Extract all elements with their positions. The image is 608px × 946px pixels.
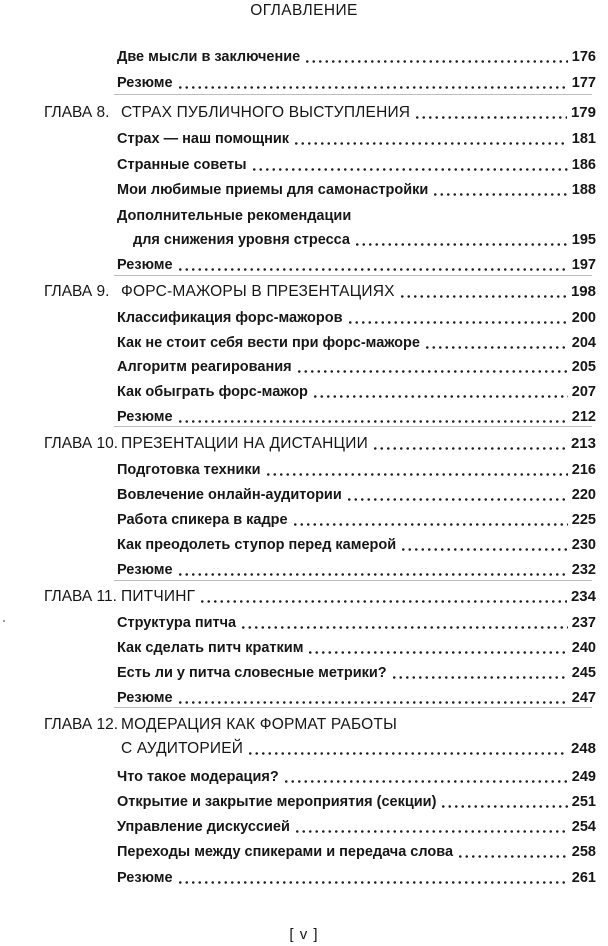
dot-leader bbox=[372, 447, 567, 450]
chapter-title: ФОРС-МАЖОРЫ В ПРЕЗЕНТАЦИЯХ bbox=[121, 283, 395, 300]
page-header: ОГЛАВЛЕНИЕ bbox=[250, 2, 358, 19]
toc-entry bbox=[0, 153, 608, 177]
toc-entry bbox=[0, 228, 608, 252]
dot-leader bbox=[296, 370, 568, 373]
toc-entry bbox=[0, 508, 608, 532]
page-number: 258 bbox=[571, 844, 596, 860]
dot-leader bbox=[294, 830, 568, 833]
section-divider bbox=[114, 94, 592, 95]
dot-leader bbox=[432, 193, 568, 196]
page-number: 181 bbox=[571, 131, 596, 147]
page-number: 232 bbox=[571, 562, 596, 578]
dot-leader bbox=[307, 651, 568, 654]
dot-leader bbox=[414, 116, 567, 119]
entry-title: Открытие и закрытие мероприятия (секции) bbox=[117, 794, 437, 810]
entry-title: Классификация форс-мажоров bbox=[117, 310, 343, 326]
chapter-label: ГЛАВА 11. bbox=[44, 588, 117, 605]
dot-leader bbox=[440, 805, 568, 808]
page-number: 237 bbox=[571, 615, 596, 631]
page-number-footer: [ v ] bbox=[289, 926, 319, 943]
chapter-title: МОДЕРАЦИЯ КАК ФОРМАТ РАБОТЫ bbox=[121, 716, 398, 733]
toc-entry bbox=[0, 306, 608, 330]
dot-leader bbox=[177, 701, 568, 704]
entry-title: Подготовка техники bbox=[117, 462, 261, 478]
toc-entry bbox=[0, 558, 608, 582]
toc-entry bbox=[0, 71, 608, 95]
dot-leader bbox=[312, 395, 568, 398]
entry-title: Что такое модерация? bbox=[117, 769, 279, 785]
chapter-title: СТРАХ ПУБЛИЧНОГО ВЫСТУПЛЕНИЯ bbox=[121, 104, 411, 121]
dot-leader bbox=[347, 321, 568, 324]
entry-title: Дополнительные рекомендации bbox=[117, 208, 352, 224]
page-number: 234 bbox=[570, 588, 596, 605]
entry-title: Как обыграть форс-мажор bbox=[117, 384, 308, 400]
dot-leader bbox=[457, 855, 568, 858]
page-number: 225 bbox=[571, 512, 596, 528]
chapter-row bbox=[0, 101, 608, 125]
dot-leader bbox=[400, 548, 568, 551]
page-number: 198 bbox=[570, 283, 596, 300]
page-number: 248 bbox=[570, 740, 596, 757]
toc-entry bbox=[0, 331, 608, 355]
page-number: 207 bbox=[571, 384, 596, 400]
dot-leader bbox=[251, 168, 568, 171]
toc-entry bbox=[0, 790, 608, 814]
entry-title: Резюме bbox=[117, 257, 173, 273]
entry-title: Резюме bbox=[117, 870, 173, 886]
entry-title: Две мысли в заключение bbox=[117, 49, 301, 65]
toc-entry bbox=[0, 253, 608, 277]
entry-title: Странные советы bbox=[117, 157, 247, 173]
dot-leader bbox=[304, 60, 568, 63]
dot-leader bbox=[177, 268, 568, 271]
section-divider bbox=[114, 580, 592, 581]
dot-leader bbox=[283, 780, 568, 783]
page-number: 216 bbox=[571, 462, 596, 478]
page-number: 177 bbox=[571, 75, 596, 91]
chapter-row bbox=[0, 280, 608, 304]
chapter-row bbox=[0, 737, 608, 761]
entry-title: Структура питча bbox=[117, 615, 237, 631]
toc-entry bbox=[0, 127, 608, 151]
entry-title: Работа спикера в кадре bbox=[117, 512, 288, 528]
page-number: 179 bbox=[570, 104, 596, 121]
chapter-title: ПРЕЗЕНТАЦИИ НА ДИСТАНЦИИ bbox=[121, 435, 368, 452]
chapter-label: ГЛАВА 8. bbox=[44, 104, 110, 121]
dot-leader bbox=[199, 600, 567, 603]
toc-entry bbox=[0, 204, 608, 228]
page-number: 261 bbox=[571, 870, 596, 886]
section-divider bbox=[114, 275, 592, 276]
chapter-title: ПИТЧИНГ bbox=[121, 588, 196, 605]
toc-entry bbox=[0, 178, 608, 202]
entry-title: Резюме bbox=[117, 562, 173, 578]
page-number: 176 bbox=[571, 49, 596, 65]
entry-title: Мои любимые приемы для самонастройки bbox=[117, 182, 429, 198]
entry-title: Есть ли у питча словесные метрики? bbox=[117, 665, 387, 681]
entry-title: Переходы между спикерами и передача слова bbox=[117, 844, 454, 860]
toc-entry bbox=[0, 661, 608, 685]
chapter-label: ГЛАВА 12. bbox=[44, 716, 119, 733]
toc-entry bbox=[0, 636, 608, 660]
chapter-row bbox=[0, 713, 608, 737]
entry-title: Вовлечение онлайн-аудитории bbox=[117, 487, 342, 503]
dot-leader bbox=[399, 295, 567, 298]
toc-entry bbox=[0, 815, 608, 839]
page-number: 213 bbox=[570, 435, 596, 452]
page-number: 205 bbox=[571, 359, 596, 375]
entry-title: Страх — наш помощник bbox=[117, 131, 290, 147]
entry-title: Управление дискуссией bbox=[117, 819, 290, 835]
page-number: 200 bbox=[571, 310, 596, 326]
dot-leader bbox=[240, 626, 568, 629]
entry-title: Как сделать питч кратким bbox=[117, 640, 304, 656]
dot-leader bbox=[346, 498, 568, 501]
dot-leader bbox=[293, 142, 568, 145]
scan-speck bbox=[3, 620, 5, 622]
page-number: 240 bbox=[571, 640, 596, 656]
toc-entry bbox=[0, 866, 608, 890]
entry-title: Резюме bbox=[117, 690, 173, 706]
chapter-label: ГЛАВА 9. bbox=[44, 283, 110, 300]
dot-leader bbox=[177, 420, 568, 423]
page-number: 251 bbox=[571, 794, 596, 810]
dot-leader bbox=[177, 573, 568, 576]
entry-title: Как не стоит себя вести при форс-мажоре bbox=[117, 335, 420, 351]
page-number: 247 bbox=[571, 690, 596, 706]
entry-title: Алгоритм реагирования bbox=[117, 359, 292, 375]
toc-entry bbox=[0, 45, 608, 69]
entry-title: Резюме bbox=[117, 409, 173, 425]
dot-leader bbox=[424, 346, 568, 349]
dot-leader bbox=[391, 676, 568, 679]
page-number: 186 bbox=[571, 157, 596, 173]
page-number: 230 bbox=[571, 537, 596, 553]
toc-entry bbox=[0, 483, 608, 507]
page-number: 254 bbox=[571, 819, 596, 835]
dot-leader bbox=[247, 752, 567, 755]
chapter-title: С АУДИТОРИЕЙ bbox=[121, 740, 244, 757]
page-number: 204 bbox=[571, 335, 596, 351]
page-number: 249 bbox=[571, 769, 596, 785]
entry-title: для снижения уровня стресса bbox=[133, 232, 350, 248]
toc-entry bbox=[0, 355, 608, 379]
page-number: 197 bbox=[571, 257, 596, 273]
chapter-label: ГЛАВА 10. bbox=[44, 435, 119, 452]
entry-title: Как преодолеть ступор перед камерой bbox=[117, 537, 397, 553]
toc-entry bbox=[0, 380, 608, 404]
toc-entry bbox=[0, 458, 608, 482]
page-number: 220 bbox=[571, 487, 596, 503]
dot-leader bbox=[292, 523, 568, 526]
toc-entry bbox=[0, 533, 608, 557]
chapter-row bbox=[0, 585, 608, 609]
page-number: 212 bbox=[571, 409, 596, 425]
section-divider bbox=[114, 707, 592, 708]
toc-entry bbox=[0, 611, 608, 635]
page-number: 188 bbox=[571, 182, 596, 198]
toc-entry bbox=[0, 765, 608, 789]
chapter-row bbox=[0, 432, 608, 456]
dot-leader bbox=[177, 881, 568, 884]
page-number: 245 bbox=[571, 665, 596, 681]
dot-leader bbox=[265, 473, 568, 476]
toc-entry bbox=[0, 840, 608, 864]
page-number: 195 bbox=[571, 232, 596, 248]
entry-title: Резюме bbox=[117, 75, 173, 91]
dot-leader bbox=[177, 86, 568, 89]
dot-leader bbox=[354, 243, 568, 246]
section-divider bbox=[114, 426, 592, 427]
